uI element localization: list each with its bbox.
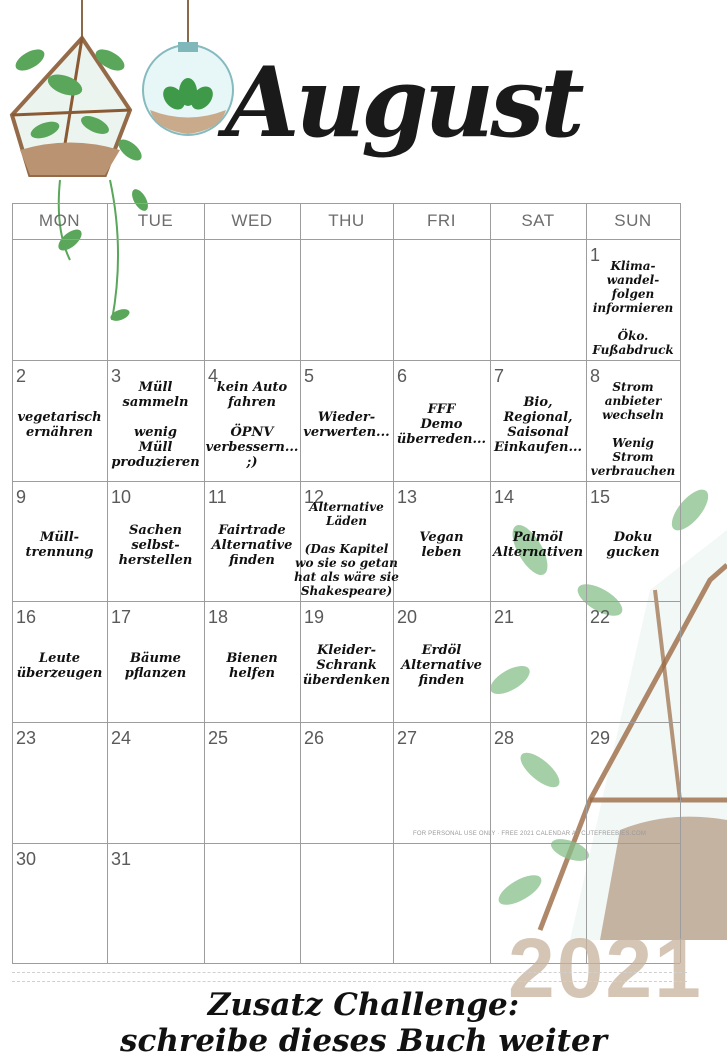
- day-note: vegetarisch ernähren: [17, 410, 102, 440]
- day-cell[interactable]: [300, 360, 393, 481]
- day-cell[interactable]: [300, 601, 393, 722]
- day-cell[interactable]: [393, 360, 490, 481]
- day-number: 18: [208, 607, 229, 627]
- day-cell[interactable]: [490, 722, 586, 843]
- day-note: FFF Demo überreden...: [396, 402, 487, 447]
- day-note: Klima- wandel- folgen informieren Öko. Fußabdruck: [592, 259, 674, 357]
- day-number: 26: [304, 728, 325, 748]
- divider: [12, 972, 687, 973]
- day-cell[interactable]: [107, 360, 204, 481]
- day-note: Bäume pflanzen: [124, 651, 187, 681]
- weekday-header: THU: [328, 211, 365, 230]
- day-number: 14: [494, 487, 515, 507]
- day-note: Vegan leben: [419, 530, 464, 560]
- day-number: 10: [111, 487, 132, 507]
- day-cell[interactable]: [107, 601, 204, 722]
- day-cell[interactable]: [12, 722, 107, 843]
- day-number: 11: [208, 487, 227, 507]
- day-cell[interactable]: [586, 722, 680, 843]
- grid-line: [12, 239, 680, 240]
- day-note: Müll- trennung: [25, 530, 94, 560]
- day-number: 7: [494, 366, 505, 386]
- day-number: 23: [16, 728, 37, 748]
- day-note: Sachen selbst- herstellen: [118, 523, 193, 568]
- weekday-header: SAT: [521, 211, 555, 230]
- day-cell[interactable]: [586, 601, 680, 722]
- day-number: 22: [590, 607, 611, 627]
- day-note: Bienen helfen: [226, 651, 278, 681]
- day-note: Erdöl Alternative finden: [401, 643, 482, 688]
- day-cell[interactable]: [12, 843, 107, 963]
- day-number: 24: [111, 728, 132, 748]
- day-number: 9: [16, 487, 27, 507]
- day-number: 31: [111, 849, 132, 869]
- day-number: 1: [590, 245, 601, 265]
- day-number: 17: [111, 607, 132, 627]
- challenge-heading: Zusatz Challenge:: [207, 987, 520, 1023]
- day-note: Bio, Regional, Saisonal Einkaufen...: [493, 395, 583, 455]
- day-cell[interactable]: [204, 360, 300, 481]
- day-note: Kleider- Schrank überdenken: [302, 643, 391, 688]
- month-title: August: [225, 46, 581, 159]
- challenge-text: schreibe dieses Buch weiter: [120, 1023, 607, 1059]
- day-cell[interactable]: [393, 722, 490, 843]
- day-note: Strom anbieter wechseln Wenig Strom verbrauchen: [590, 380, 676, 478]
- day-note: Fairtrade Alternative finden: [211, 523, 293, 568]
- day-number: 15: [590, 487, 611, 507]
- day-cell[interactable]: [490, 601, 586, 722]
- day-cell[interactable]: [204, 481, 300, 601]
- day-cell[interactable]: [107, 481, 204, 601]
- weekday-header: SUN: [614, 211, 652, 230]
- day-number: 13: [397, 487, 418, 507]
- day-cell[interactable]: [12, 601, 107, 722]
- day-note: Doku gucken: [606, 530, 660, 560]
- day-number: 30: [16, 849, 37, 869]
- day-cell[interactable]: [12, 360, 107, 481]
- weekday-header: WED: [231, 211, 273, 230]
- day-cell[interactable]: [204, 722, 300, 843]
- calendar-grid: [12, 203, 680, 963]
- day-cell[interactable]: [204, 601, 300, 722]
- weekday-header: TUE: [137, 211, 174, 230]
- day-cell[interactable]: [586, 481, 680, 601]
- day-number: 20: [397, 607, 418, 627]
- day-cell[interactable]: [300, 722, 393, 843]
- day-note: Palmöl Alternativen: [492, 530, 584, 560]
- day-cell[interactable]: [393, 481, 490, 601]
- day-number: 4: [208, 366, 219, 386]
- day-note: Müll sammeln wenig Müll produzieren: [111, 380, 200, 470]
- day-number: 3: [111, 366, 122, 386]
- day-cell[interactable]: [294, 481, 399, 601]
- weekday-header: MON: [38, 211, 81, 230]
- day-number: 12: [304, 487, 325, 507]
- day-number: 21: [494, 607, 515, 627]
- day-number: 25: [208, 728, 229, 748]
- day-number: 19: [304, 607, 325, 627]
- day-cell[interactable]: [490, 481, 586, 601]
- day-note: Wieder- verwerten...: [303, 410, 390, 440]
- day-number: 6: [397, 366, 408, 386]
- year-watermark: 2021: [508, 921, 703, 1015]
- day-cell[interactable]: [586, 239, 680, 360]
- day-cell[interactable]: [107, 722, 204, 843]
- day-number: 5: [304, 366, 315, 386]
- fine-print: FOR PERSONAL USE ONLY · FREE 2021 CALENDAR AT CUTEFREEBIES.COM: [413, 831, 647, 837]
- day-number: 29: [590, 728, 611, 748]
- day-note: kein Auto fahren ÖPNV verbessern... ;): [205, 380, 299, 470]
- day-number: 2: [16, 366, 27, 386]
- day-number: 28: [494, 728, 515, 748]
- day-number: 16: [16, 607, 37, 627]
- grid-line: [12, 203, 680, 204]
- day-cell[interactable]: [490, 360, 586, 481]
- day-cell[interactable]: [107, 843, 204, 963]
- weekday-header: FRI: [427, 211, 456, 230]
- day-cell[interactable]: [586, 360, 680, 481]
- day-note: Alternative Läden (Das Kapitel wo sie so getan hat als wäre sie Shakespeare): [294, 500, 399, 598]
- day-cell[interactable]: [393, 601, 490, 722]
- day-number: 27: [397, 728, 418, 748]
- day-number: 8: [590, 366, 601, 386]
- day-note: Leute überzeugen: [16, 651, 103, 681]
- divider: [12, 981, 687, 982]
- day-cell[interactable]: [12, 481, 107, 601]
